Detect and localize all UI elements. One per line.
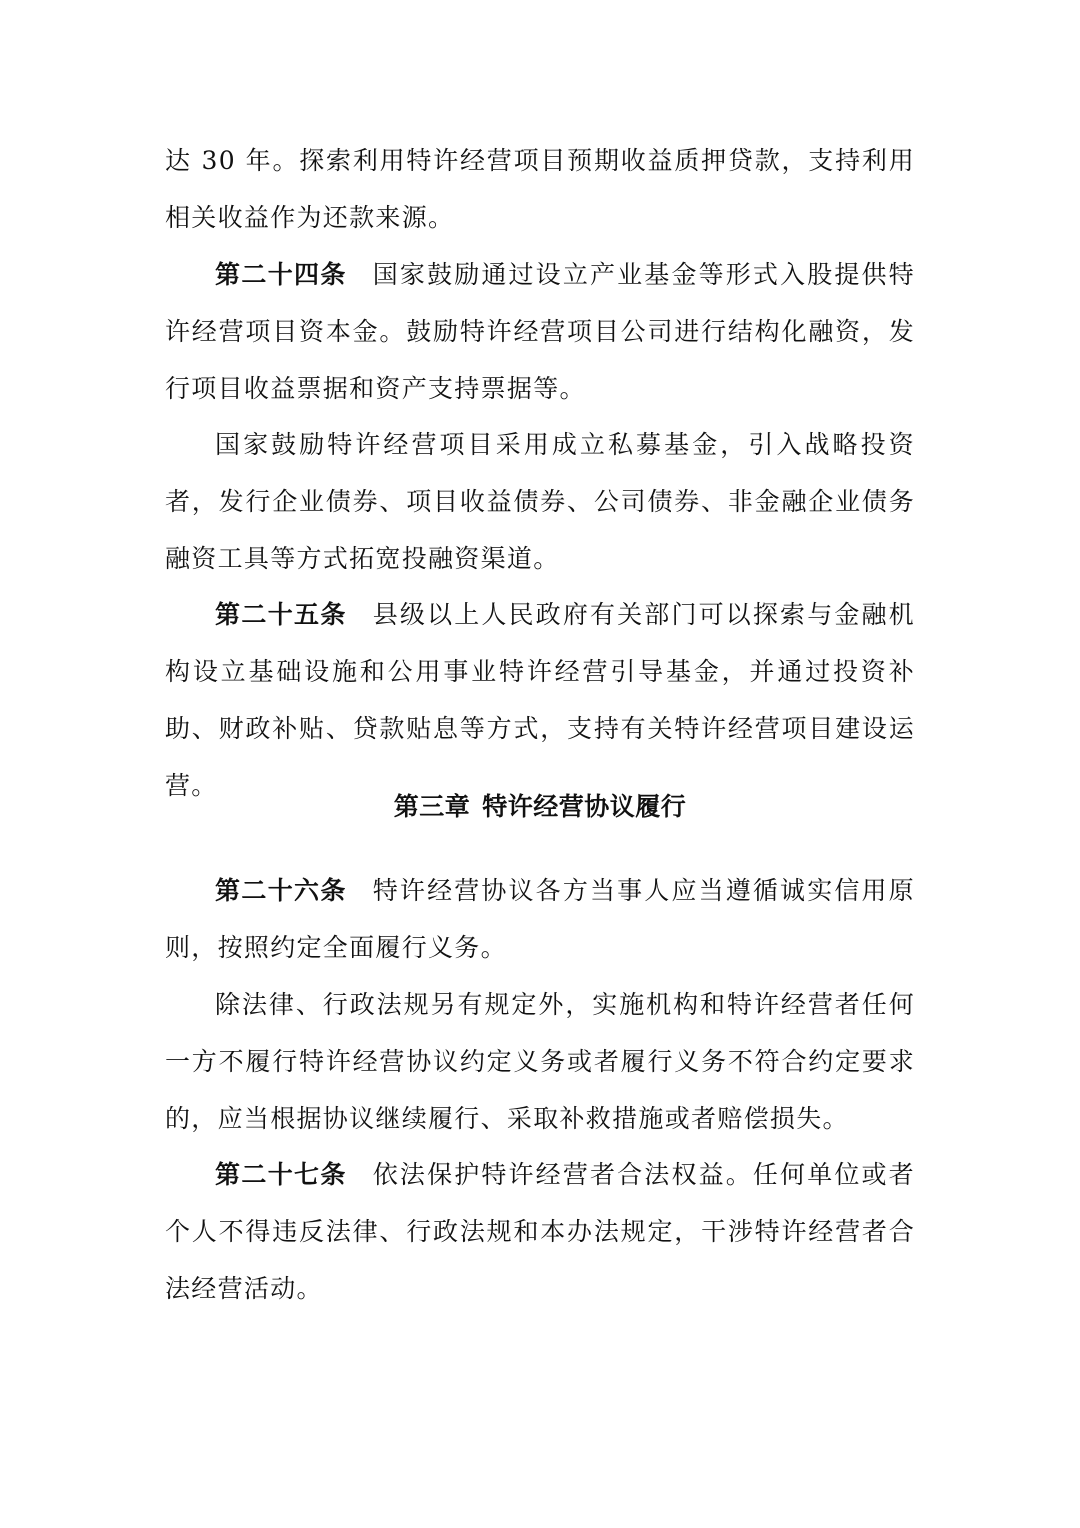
article-26-label: 第二十六条 bbox=[215, 876, 347, 905]
article-27-text: 依法保护特许经营者合法权益。任何单位或者个人不得违反法律、行政法规和本办法规定，干涉特许经营者合法经营活动。 bbox=[165, 1160, 915, 1303]
chapter-number: 第三章 bbox=[393, 792, 471, 821]
article-24 bbox=[165, 246, 915, 417]
article-24-paragraph-2: 国家鼓励特许经营项目采用成立私募基金，引入战略投资者，发行企业债券、项目收益债券、公司债券、非金融企业债务融资工具等方式拓宽投融资渠道。 bbox=[165, 430, 915, 573]
chapter-heading bbox=[0, 781, 1080, 833]
paragraph-continuation: 达 30 年。探索利用特许经营项目预期收益质押贷款，支持利用相关收益作为还款来源。 bbox=[165, 146, 915, 232]
article-25-text: 县级以上人民政府有关部门可以探索与金融机构设立基础设施和公用事业特许经营引导基金，并通过投资补助、财政补贴、贷款贴息等方式，支持有关特许经营项目建设运营。 bbox=[165, 600, 915, 800]
article-26-paragraph-2: 除法律、行政法规另有规定外，实施机构和特许经营者任何一方不履行特许经营协议约定义务或者履行义务不符合约定要求的，应当根据协议继续履行、采取补救措施或者赔偿损失。 bbox=[165, 990, 915, 1133]
article-27-label: 第二十七条 bbox=[215, 1160, 347, 1189]
article-25-label: 第二十五条 bbox=[215, 600, 347, 629]
chapter-title: 特许经营协议履行 bbox=[482, 792, 687, 821]
article-27 bbox=[165, 1146, 915, 1317]
article-24-label: 第二十四条 bbox=[215, 260, 347, 289]
article-25 bbox=[165, 586, 915, 814]
article-26 bbox=[165, 862, 915, 976]
article-26-text: 特许经营协议各方当事人应当遵循诚实信用原则，按照约定全面履行义务。 bbox=[165, 876, 915, 962]
article-24-text: 国家鼓励通过设立产业基金等形式入股提供特许经营项目资本金。鼓励特许经营项目公司进行结构化融资，发行项目收益票据和资产支持票据等。 bbox=[165, 260, 915, 403]
